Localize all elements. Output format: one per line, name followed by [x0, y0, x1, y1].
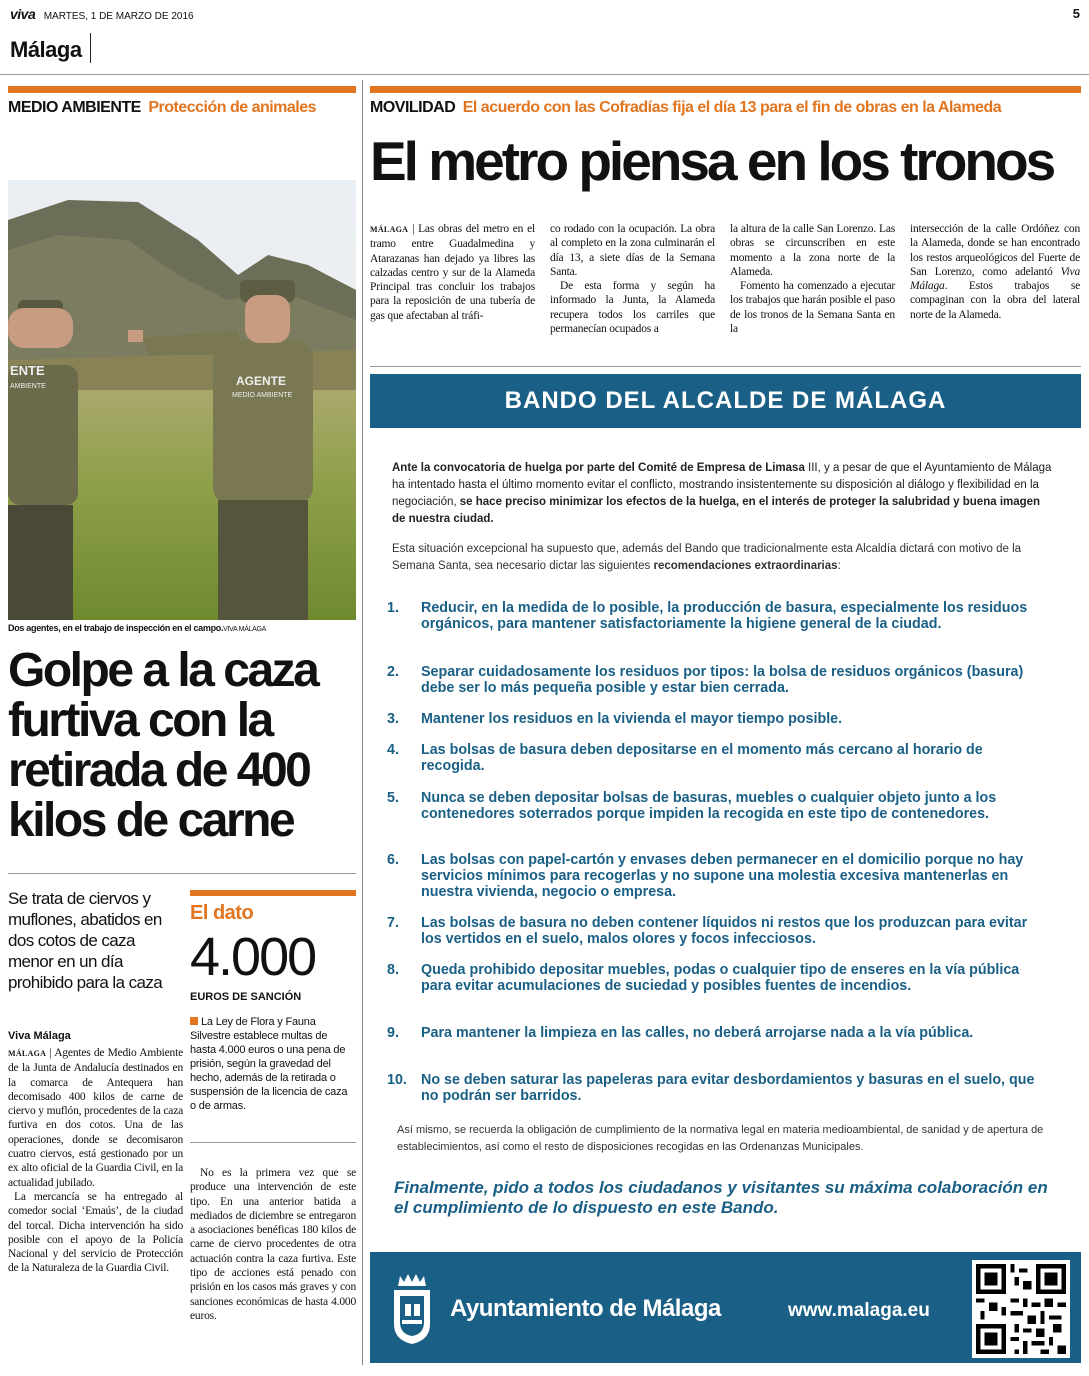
issue-date: MARTES, 1 DE MARZO DE 2016 — [43, 11, 194, 22]
lead-location: MÁLAGA — [370, 225, 409, 234]
item-text: Para mantener la limpieza en las calles, no deberá arrojarse nada a la vía pública. — [421, 1025, 974, 1041]
list-item — [387, 664, 1047, 696]
caption-text: Dos agentes, en el trabajo de inspección en el campo. — [8, 623, 224, 633]
dato-box — [190, 890, 356, 1113]
intro-bold: se hace preciso minimizar los efectos de la huelga, en el interés de proteger la salubridad y buena imagen de nuestra ciudad. — [392, 496, 1041, 525]
dato-number: 4.000 — [190, 927, 316, 987]
left-body-col2 — [190, 1166, 356, 1323]
photo-caption — [8, 623, 356, 633]
kicker-category: MEDIO AMBIENTE — [8, 99, 141, 116]
newspaper-brand: viva — [10, 6, 36, 22]
dato-rule — [190, 1142, 356, 1143]
item-text: Nunca se deben depositar bolsas de basuras, muebles o cualquier objeto junto a los contenedores soterrados porque impiden la recogida en este tipo de contenedores. — [421, 790, 997, 822]
item-number: 4. — [387, 742, 399, 758]
intro-text: Esta situación excepcional ha supuesto que, además del Bando que tradicionalmente esta Alcaldía dictará con motivo de la Semana Santa, sea necesario dictar las siguientes — [392, 543, 1022, 572]
right-headline: El metro piensa en los tronos — [370, 130, 1054, 192]
right-kicker-bar — [370, 86, 1081, 93]
caption-credit: VIVA MÁLAGA — [223, 626, 267, 633]
qr-code-icon — [972, 1260, 1070, 1358]
list-item — [387, 742, 1047, 774]
bando-footer — [370, 1252, 1081, 1363]
item-text: Las bolsas de basura no deben contener líquidos ni restos que los produzcan para evitar los vertidos en el suelo, malos olores y focos infecciosos. — [421, 915, 1028, 947]
agents-photo-illustration — [8, 180, 356, 620]
footer-organization: Ayuntamiento de Málaga — [450, 1295, 721, 1322]
right-kicker — [370, 99, 1081, 117]
item-text: Separar cuidadosamente los residuos por tipos: la bolsa de residuos orgánicos (basura) debe ser lo más pequeña posible y estar bien cerrada. — [421, 664, 1024, 696]
paragraph: Fomento ha comenzado a ejecutar los trabajos que harán posible el paso de los tronos de la Semana Santa en la — [730, 280, 895, 336]
paragraph: De esta forma y según ha informado la Junta, la Alameda recupera todos los carriles que permanecían ocupados a — [550, 280, 715, 336]
page-header — [10, 6, 1080, 26]
item-text: Queda prohibido depositar muebles, podas o cualquier tipo de enseres en la vía pública para evitar acumulaciones de suciedad y posibles fuentes de incendios. — [421, 962, 1020, 994]
dato-text — [190, 1015, 356, 1113]
paragraph — [910, 222, 1080, 322]
item-number: 2. — [387, 664, 399, 680]
bando-intro — [392, 460, 1052, 528]
bando-outro: Así mismo, se recuerda la obligación de cumplimiento de la normativa legal en materia medioambiental, de sanidad y de apertura de establecimientos, así como el resto de disposiciones recogidas en las Ordenanzas Municipales. — [397, 1124, 1044, 1153]
item-number: 3. — [387, 711, 399, 727]
list-item — [387, 711, 1047, 727]
paragraph-text: . Estos trabajos se compaginan con la obra del lateral norte de la Alameda. — [910, 280, 1080, 321]
headline-rule — [8, 873, 356, 874]
article-photo — [8, 180, 356, 620]
list-item — [387, 1025, 1047, 1041]
svg-text:AGENTE: AGENTE — [236, 374, 287, 388]
item-number: 5. — [387, 790, 399, 806]
item-number: 7. — [387, 915, 399, 931]
section-title: Málaga — [10, 37, 82, 62]
left-body-col1 — [8, 1046, 183, 1276]
paragraph: La mercancía se ha entregado al comedor social ‘Emaús’, de la ciudad del torcal. Dicha intervención ha sido posible con el apoyo de la Policía Nacional y del servicio de Protección de la Naturaleza de la Guardia Civil. — [8, 1190, 183, 1275]
paragraph: No es la primera vez que se produce una intervención de este tipo. En una anterior batida a mediados de diciembre se entregaron a asociaciones benéficas 180 kilos de carne de ciervo procedentes de otra actuación contra la caza furtiva. Este tipo de acciones está penado con prisión en los casos más graves y con sanciones económicas de hasta 4.000 euros. — [190, 1167, 356, 1322]
item-number: 1. — [387, 600, 399, 616]
column-divider — [362, 80, 363, 1365]
article-rule — [370, 366, 1081, 367]
paragraph-italic: Viva Málaga — [910, 265, 1080, 293]
svg-text:ENTE: ENTE — [10, 363, 45, 378]
dato-bar — [190, 890, 356, 896]
intro-text: III, y a pesar de que el Ayuntamiento de Málaga ha intentado hasta el último momento evitar el conflicto, mostrando insistentemente su disposición al diálogo y flexibilidad en la negociación, — [392, 462, 1052, 508]
item-number: 9. — [387, 1025, 399, 1041]
footer-website: www.malaga.eu — [788, 1300, 930, 1321]
list-item — [387, 1072, 1047, 1104]
svg-text:AMBIENTE: AMBIENTE — [10, 383, 46, 390]
paragraph: MÁLAGA | Las obras del metro en el tramo entre Guadalmedina y Atarazanas han dejado ya libres las calzadas centro y sur de la Alameda Principal tras concluir los trabajos para la reposición de una tubería de gas que afectaban al tráfi- — [370, 223, 536, 322]
intro-bold: recomendaciones extraordinarias — [653, 560, 838, 572]
dato-title: El dato — [190, 902, 254, 924]
svg-text:MEDIO AMBIENTE: MEDIO AMBIENTE — [232, 392, 293, 399]
intro-bold: Ante la convocatoria de huelga por parte del Comité de Empresa de Limasa — [392, 462, 805, 474]
list-item — [387, 600, 1047, 632]
city-shield-icon — [388, 1272, 436, 1346]
list-item — [387, 852, 1047, 900]
list-item — [387, 790, 1047, 822]
list-item — [387, 962, 1047, 994]
kicker-topic: El acuerdo con las Cofradías fija el día 13 para el fin de obras en la Alameda — [462, 99, 1002, 116]
item-number: 8. — [387, 962, 399, 978]
header-rule — [0, 74, 1089, 75]
right-body-col1 — [370, 222, 535, 323]
item-number: 10. — [387, 1072, 407, 1088]
paragraph: co rodado con la ocupación. La obra al completo en la zona culminarán el día 13, a siete días de la Semana Santa. — [550, 223, 715, 278]
left-kicker-bar — [8, 86, 356, 93]
bando-title: BANDO DEL ALCALDE DE MÁLAGA — [370, 374, 1081, 428]
section-divider — [90, 33, 91, 63]
paragraph-text: Agentes de Medio Ambiente de la Junta de Andalucía destinados en la comarca de Antequera han decomisado 400 kilos de carne de ciervo y muflón, procedentes de la caza furtiva en dos cotos. Una de las operaciones, donde se decomisaron cuatro ciervos, está gestionado por un ex alto oficial de la Guardia Civil, en la actualidad jubilado. — [8, 1047, 183, 1189]
intro-text: : — [837, 560, 841, 572]
byline: Viva Málaga — [8, 1030, 71, 1042]
item-text: Mantener los residuos en la vivienda el mayor tiempo posible. — [421, 711, 843, 727]
left-headline: Golpe a la caza furtiva con la retirada de 400 kilos de carne — [8, 644, 318, 847]
item-text: No se deben saturar las papeleras para evitar desbordamientos y basuras en el suelo, que no podrán ser barridos. — [421, 1072, 1035, 1104]
page-number: 5 — [1072, 6, 1080, 21]
item-text: Reducir, en la medida de lo posible, la producción de basura, especialmente los residuos orgánicos, para mantener satisfactoriamente la higiene general de la ciudad. — [421, 600, 1028, 632]
left-kicker — [8, 99, 356, 117]
item-text: Las bolsas de basura deben depositarse en el momento más cercano al horario de recogida. — [421, 742, 983, 774]
subheadline: Se trata de ciervos y muflones, abatidos en dos cotos de caza menor en un día prohibido para la caza — [8, 889, 163, 992]
paragraph: MÁLAGA | Agentes de Medio Ambiente de la Junta de Andalucía destinados en la comarca de Antequera han decomisado 400 kilos de carne de ciervo y muflón, procedentes de la caza furtiva en dos cotos. Una de las operaciones, donde se decomisaron cuatro ciervos, está gestionado por un ex alto oficial de la Guardia Civil, en la actualidad jubilado. — [8, 1047, 183, 1189]
qr-pattern — [976, 1264, 1066, 1354]
paragraph-text: Las obras del metro en el tramo entre Guadalmedina y Atarazanas han dejado ya libres las calzadas centro y sur de la Alameda Principal tras concluir los trabajos para la reposición de una tubería de gas que afectaban al tráfi- — [370, 223, 536, 322]
paragraph: la altura de la calle San Lorenzo. Las obras se circunscriben en este momento a la zona norte de la Alameda. — [730, 223, 895, 278]
item-text: Las bolsas con papel-cartón y envases deben permanecer en el domicilio porque no hay servicios mínimos para recogerlas y no supone una molestia excesiva mantenerlas en nuestra vivienda, negocio o empresa. — [421, 852, 1024, 900]
kicker-category: MOVILIDAD — [370, 99, 456, 116]
item-number: 6. — [387, 852, 399, 868]
bando-intro-2 — [392, 541, 1052, 575]
right-body-col2 — [550, 222, 715, 336]
orange-square-icon — [190, 1017, 198, 1025]
dato-label: EUROS DE SANCIÓN — [190, 991, 302, 1003]
kicker-topic: Protección de animales — [148, 99, 317, 116]
lead-location: MÁLAGA — [8, 1049, 47, 1058]
dato-body: La Ley de Flora y Fauna Silvestre establece multas de hasta 4.000 euros o una pena de prisión, según la gravedad del hecho, además de la retirada o suspensión de la licencia de caza o de armas. — [190, 1016, 348, 1112]
list-item — [387, 915, 1047, 947]
right-body-col4 — [910, 222, 1080, 322]
bando-final: Finalmente, pido a todos los ciudadanos y visitantes su máxima colaboración en el cumplimiento de lo dispuesto en este Bando. — [394, 1178, 1048, 1217]
paragraph-text: intersección de la calle Ordóñez con la Alameda, donde se han encontrado los restos arqueológicos del Fuerte de San Lorenzo, como adelantó — [910, 223, 1080, 278]
right-body-col3 — [730, 222, 895, 336]
